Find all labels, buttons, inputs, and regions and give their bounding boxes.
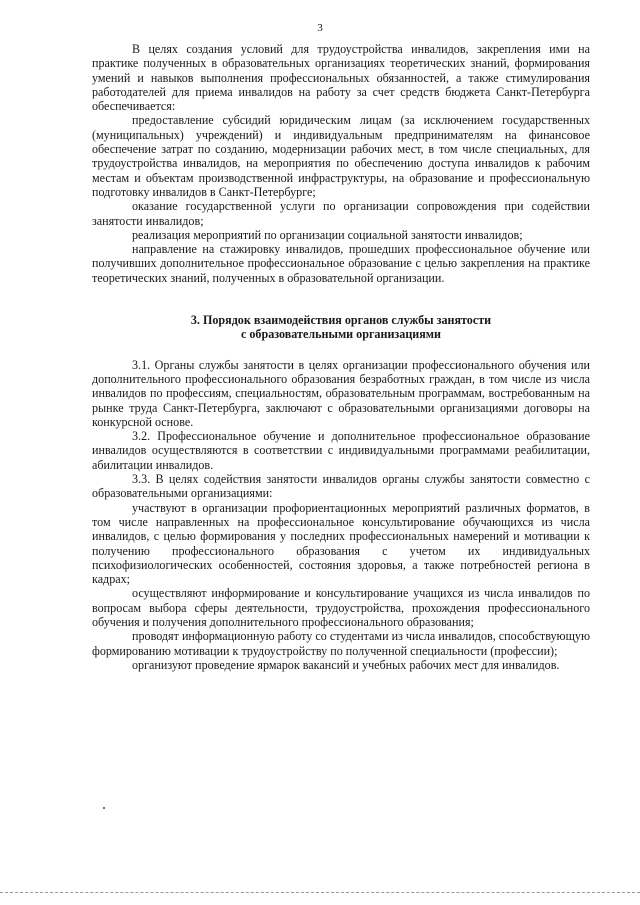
section-title [92, 313, 590, 342]
paragraph-support-service: оказание государственной услуги по организации сопровождения при содействии занятости инвалидов; [92, 199, 590, 228]
document-body [92, 42, 590, 672]
paragraph-career-guidance: участвуют в организации профориентационных мероприятий различных форматов, в том числе направленных на профессиональное консультирование обучающихся из числа инвалидов, с целью формирования у последних профессиональных намерений и мотивации к получению профессионального образования с учетом их индивидуальных психофизиологических особенностей, состояния здоровья, а также потребностей региона в кадрах; [92, 500, 590, 587]
scan-edge-line [0, 892, 640, 893]
paragraph-3-2: 3.2. Профессиональное обучение и дополнительное профессиональное образование инвалидов осуществляются в соответствии с индивидуальными программами реабилитации, абилитации инвалидов. [92, 429, 590, 472]
paragraph-informing: осуществляют информирование и консультирование учащихся из числа инвалидов по вопросам выбора сферы деятельности, трудоустройства, прохождения профессионального обучения и получения дополнительного профессионального образования; [92, 586, 590, 629]
paragraph-outreach: проводят информационную работу со студентами из числа инвалидов, способствующую формированию мотивации к трудоустройству по полученной специальности (профессии); [92, 629, 590, 658]
scan-dot-mark [103, 807, 105, 809]
section-title-line-1: 3. Порядок взаимодействия органов службы занятости [190, 313, 492, 328]
paragraph-social-employment: реализация мероприятий по организации социальной занятости инвалидов; [132, 227, 523, 242]
paragraph-3-1: 3.1. Органы службы занятости в целях организации профессионального обучения или дополнительного профессионального образования безработных граждан, в том числе из числа инвалидов по профессиям, специальностям, образовательным программам, востребованным на рынке труда Санкт-Петербурга, заключают с образовательными организациями договоры на конкурсной основе. [92, 357, 590, 429]
paragraph-subsidies: предоставление субсидий юридическим лицам (за исключением государственных (муниципальных) учреждений) и индивидуальным предпринимателям на финансовое обеспечение затрат по созданию, модернизации рабочих мест, в том числе специальных, для трудоустройства инвалидов, на мероприятия по обеспечению доступа инвалидов к рабочим местам и объектам производственной инфраструктуры, на образование и профессиональную подготовку инвалидов в Санкт-Петербурге; [92, 113, 590, 199]
paragraph-internship: направление на стажировку инвалидов, прошедших профессиональное обучение или получивших дополнительное профессиональное образование с целью закрепления на практике теоретических знаний, полученных в образовательной организации. [92, 242, 590, 285]
page-number: 3 [317, 22, 323, 34]
paragraph-job-fairs: организуют проведение ярмарок вакансий и учебных рабочих мест для инвалидов. [132, 657, 560, 672]
paragraph-intro: В целях создания условий для трудоустройства инвалидов, закрепления ими на практике полученных в образовательных организациях теоретических знаний, формирования умений и навыков выполнения профессиональных обязанностей, а также стимулирования работодателей для приема инвалидов на работу за счет средств бюджета Санкт-Петербурга обеспечивается: [92, 42, 590, 114]
section-title-line-2: с образовательными организациями [240, 327, 442, 342]
paragraph-3-3: 3.3. В целях содействия занятости инвалидов органы службы занятости совместно с образовательными организациями: [92, 472, 590, 501]
